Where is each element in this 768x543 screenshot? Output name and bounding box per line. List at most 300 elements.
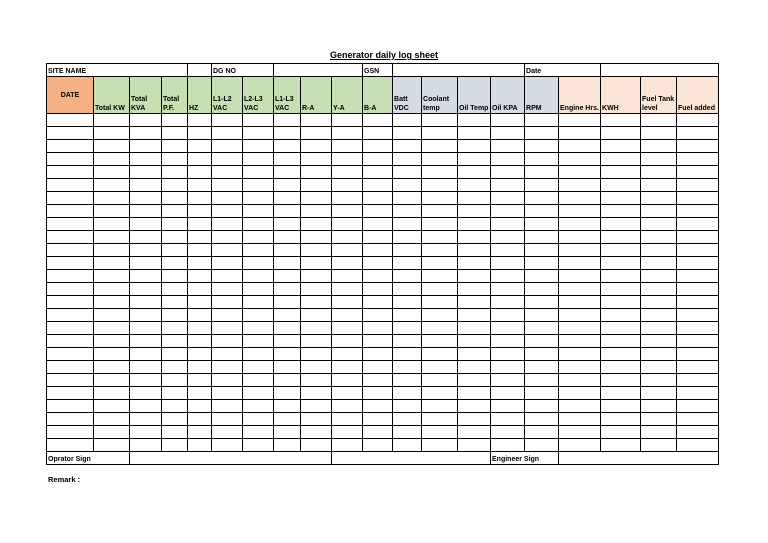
log-cell[interactable] — [47, 335, 94, 348]
log-cell[interactable] — [422, 439, 458, 452]
log-cell[interactable] — [393, 348, 422, 361]
log-cell[interactable] — [130, 400, 162, 413]
log-cell[interactable] — [188, 361, 212, 374]
log-cell[interactable] — [491, 231, 525, 244]
log-cell[interactable] — [363, 322, 393, 335]
engineer-sign-field[interactable] — [559, 452, 719, 465]
log-cell[interactable] — [677, 257, 719, 270]
log-cell[interactable] — [188, 257, 212, 270]
log-cell[interactable] — [274, 322, 301, 335]
log-cell[interactable] — [422, 127, 458, 140]
log-cell[interactable] — [601, 231, 641, 244]
log-cell[interactable] — [525, 257, 559, 270]
log-cell[interactable] — [94, 322, 130, 335]
log-cell[interactable] — [363, 439, 393, 452]
log-cell[interactable] — [274, 387, 301, 400]
log-cell[interactable] — [332, 153, 363, 166]
log-cell[interactable] — [212, 309, 243, 322]
log-cell[interactable] — [559, 335, 601, 348]
log-cell[interactable] — [491, 179, 525, 192]
log-cell[interactable] — [243, 218, 274, 231]
log-cell[interactable] — [458, 335, 491, 348]
log-cell[interactable] — [332, 244, 363, 257]
log-cell[interactable] — [212, 114, 243, 127]
log-cell[interactable] — [130, 361, 162, 374]
log-cell[interactable] — [491, 257, 525, 270]
log-cell[interactable] — [393, 231, 422, 244]
log-cell[interactable] — [393, 153, 422, 166]
log-cell[interactable] — [47, 179, 94, 192]
log-cell[interactable] — [274, 348, 301, 361]
log-cell[interactable] — [491, 205, 525, 218]
log-cell[interactable] — [212, 361, 243, 374]
log-cell[interactable] — [188, 231, 212, 244]
log-cell[interactable] — [130, 218, 162, 231]
log-cell[interactable] — [677, 153, 719, 166]
log-cell[interactable] — [162, 374, 188, 387]
log-cell[interactable] — [641, 400, 677, 413]
log-cell[interactable] — [212, 413, 243, 426]
log-cell[interactable] — [188, 166, 212, 179]
log-cell[interactable] — [677, 114, 719, 127]
log-cell[interactable] — [641, 361, 677, 374]
log-cell[interactable] — [47, 400, 94, 413]
log-cell[interactable] — [422, 361, 458, 374]
log-cell[interactable] — [559, 205, 601, 218]
log-cell[interactable] — [525, 192, 559, 205]
log-cell[interactable] — [363, 413, 393, 426]
log-cell[interactable] — [301, 413, 332, 426]
log-cell[interactable] — [491, 387, 525, 400]
log-cell[interactable] — [525, 309, 559, 322]
log-cell[interactable] — [47, 244, 94, 257]
log-cell[interactable] — [491, 296, 525, 309]
log-cell[interactable] — [162, 283, 188, 296]
log-cell[interactable] — [393, 400, 422, 413]
log-cell[interactable] — [243, 387, 274, 400]
log-cell[interactable] — [188, 348, 212, 361]
log-cell[interactable] — [525, 153, 559, 166]
log-cell[interactable] — [243, 114, 274, 127]
log-cell[interactable] — [458, 257, 491, 270]
log-cell[interactable] — [162, 361, 188, 374]
log-cell[interactable] — [301, 140, 332, 153]
log-cell[interactable] — [162, 205, 188, 218]
log-cell[interactable] — [47, 205, 94, 218]
log-cell[interactable] — [212, 322, 243, 335]
log-cell[interactable] — [677, 244, 719, 257]
log-cell[interactable] — [363, 166, 393, 179]
log-cell[interactable] — [677, 192, 719, 205]
log-cell[interactable] — [559, 400, 601, 413]
log-cell[interactable] — [525, 335, 559, 348]
log-cell[interactable] — [188, 140, 212, 153]
log-cell[interactable] — [301, 322, 332, 335]
log-cell[interactable] — [188, 179, 212, 192]
log-cell[interactable] — [525, 166, 559, 179]
log-cell[interactable] — [130, 153, 162, 166]
log-cell[interactable] — [601, 309, 641, 322]
log-cell[interactable] — [274, 361, 301, 374]
log-cell[interactable] — [274, 153, 301, 166]
log-cell[interactable] — [363, 231, 393, 244]
log-cell[interactable] — [559, 244, 601, 257]
log-cell[interactable] — [130, 179, 162, 192]
log-cell[interactable] — [601, 205, 641, 218]
log-cell[interactable] — [458, 283, 491, 296]
log-cell[interactable] — [363, 335, 393, 348]
log-cell[interactable] — [422, 348, 458, 361]
log-cell[interactable] — [393, 322, 422, 335]
log-cell[interactable] — [332, 387, 363, 400]
log-cell[interactable] — [243, 205, 274, 218]
log-cell[interactable] — [274, 127, 301, 140]
log-cell[interactable] — [243, 127, 274, 140]
log-cell[interactable] — [212, 257, 243, 270]
log-cell[interactable] — [601, 218, 641, 231]
log-cell[interactable] — [162, 322, 188, 335]
log-cell[interactable] — [47, 127, 94, 140]
log-cell[interactable] — [47, 439, 94, 452]
log-cell[interactable] — [458, 439, 491, 452]
log-cell[interactable] — [130, 231, 162, 244]
log-cell[interactable] — [243, 179, 274, 192]
log-cell[interactable] — [130, 257, 162, 270]
log-cell[interactable] — [162, 244, 188, 257]
log-cell[interactable] — [641, 309, 677, 322]
log-cell[interactable] — [559, 218, 601, 231]
log-cell[interactable] — [243, 257, 274, 270]
log-cell[interactable] — [525, 361, 559, 374]
log-cell[interactable] — [363, 426, 393, 439]
log-cell[interactable] — [94, 348, 130, 361]
dg-no-value[interactable] — [274, 64, 363, 77]
log-cell[interactable] — [243, 166, 274, 179]
log-cell[interactable] — [130, 335, 162, 348]
log-cell[interactable] — [559, 192, 601, 205]
log-cell[interactable] — [491, 335, 525, 348]
log-cell[interactable] — [559, 153, 601, 166]
log-cell[interactable] — [94, 335, 130, 348]
log-cell[interactable] — [601, 283, 641, 296]
log-cell[interactable] — [458, 231, 491, 244]
log-cell[interactable] — [94, 270, 130, 283]
log-cell[interactable] — [130, 413, 162, 426]
log-cell[interactable] — [559, 283, 601, 296]
log-cell[interactable] — [363, 192, 393, 205]
log-cell[interactable] — [677, 361, 719, 374]
log-cell[interactable] — [301, 244, 332, 257]
log-cell[interactable] — [130, 140, 162, 153]
log-cell[interactable] — [243, 400, 274, 413]
log-cell[interactable] — [47, 374, 94, 387]
log-cell[interactable] — [188, 374, 212, 387]
log-cell[interactable] — [393, 205, 422, 218]
log-cell[interactable] — [525, 205, 559, 218]
log-cell[interactable] — [641, 231, 677, 244]
log-cell[interactable] — [130, 439, 162, 452]
log-cell[interactable] — [422, 335, 458, 348]
log-cell[interactable] — [393, 270, 422, 283]
log-cell[interactable] — [301, 153, 332, 166]
log-cell[interactable] — [332, 192, 363, 205]
log-cell[interactable] — [677, 179, 719, 192]
log-cell[interactable] — [188, 296, 212, 309]
log-cell[interactable] — [332, 231, 363, 244]
log-cell[interactable] — [162, 387, 188, 400]
log-cell[interactable] — [301, 426, 332, 439]
log-cell[interactable] — [94, 257, 130, 270]
log-cell[interactable] — [677, 309, 719, 322]
log-cell[interactable] — [162, 179, 188, 192]
log-cell[interactable] — [212, 426, 243, 439]
log-cell[interactable] — [94, 283, 130, 296]
log-cell[interactable] — [677, 374, 719, 387]
log-cell[interactable] — [422, 322, 458, 335]
log-cell[interactable] — [641, 413, 677, 426]
log-cell[interactable] — [422, 114, 458, 127]
log-cell[interactable] — [47, 257, 94, 270]
log-cell[interactable] — [130, 205, 162, 218]
log-cell[interactable] — [332, 218, 363, 231]
log-cell[interactable] — [188, 244, 212, 257]
log-cell[interactable] — [458, 127, 491, 140]
log-cell[interactable] — [559, 413, 601, 426]
log-cell[interactable] — [94, 244, 130, 257]
log-cell[interactable] — [162, 166, 188, 179]
log-cell[interactable] — [274, 413, 301, 426]
log-cell[interactable] — [491, 283, 525, 296]
log-cell[interactable] — [458, 348, 491, 361]
log-cell[interactable] — [458, 244, 491, 257]
log-cell[interactable] — [491, 309, 525, 322]
log-cell[interactable] — [422, 426, 458, 439]
log-cell[interactable] — [422, 218, 458, 231]
log-cell[interactable] — [130, 387, 162, 400]
log-cell[interactable] — [491, 218, 525, 231]
log-cell[interactable] — [525, 231, 559, 244]
log-cell[interactable] — [601, 426, 641, 439]
log-cell[interactable] — [601, 413, 641, 426]
log-cell[interactable] — [243, 426, 274, 439]
log-cell[interactable] — [677, 439, 719, 452]
log-cell[interactable] — [525, 127, 559, 140]
log-cell[interactable] — [188, 413, 212, 426]
log-cell[interactable] — [677, 283, 719, 296]
log-cell[interactable] — [525, 400, 559, 413]
log-cell[interactable] — [641, 322, 677, 335]
log-cell[interactable] — [130, 192, 162, 205]
log-cell[interactable] — [363, 296, 393, 309]
log-cell[interactable] — [94, 153, 130, 166]
log-cell[interactable] — [94, 127, 130, 140]
log-cell[interactable] — [677, 127, 719, 140]
log-cell[interactable] — [363, 205, 393, 218]
log-cell[interactable] — [458, 400, 491, 413]
log-cell[interactable] — [301, 114, 332, 127]
log-cell[interactable] — [641, 270, 677, 283]
log-cell[interactable] — [243, 413, 274, 426]
log-cell[interactable] — [243, 140, 274, 153]
log-cell[interactable] — [274, 114, 301, 127]
log-cell[interactable] — [162, 231, 188, 244]
log-cell[interactable] — [332, 335, 363, 348]
log-cell[interactable] — [188, 426, 212, 439]
log-cell[interactable] — [641, 114, 677, 127]
log-cell[interactable] — [188, 335, 212, 348]
log-cell[interactable] — [47, 192, 94, 205]
log-cell[interactable] — [188, 283, 212, 296]
log-cell[interactable] — [491, 426, 525, 439]
log-cell[interactable] — [491, 413, 525, 426]
log-cell[interactable] — [393, 283, 422, 296]
log-cell[interactable] — [559, 257, 601, 270]
log-cell[interactable] — [601, 257, 641, 270]
log-cell[interactable] — [641, 335, 677, 348]
log-cell[interactable] — [677, 270, 719, 283]
log-cell[interactable] — [130, 426, 162, 439]
log-cell[interactable] — [94, 179, 130, 192]
log-cell[interactable] — [559, 322, 601, 335]
log-cell[interactable] — [393, 374, 422, 387]
log-cell[interactable] — [363, 348, 393, 361]
log-cell[interactable] — [332, 348, 363, 361]
log-cell[interactable] — [130, 283, 162, 296]
log-cell[interactable] — [332, 205, 363, 218]
log-cell[interactable] — [162, 218, 188, 231]
log-cell[interactable] — [491, 374, 525, 387]
log-cell[interactable] — [559, 270, 601, 283]
log-cell[interactable] — [422, 205, 458, 218]
log-cell[interactable] — [422, 413, 458, 426]
log-cell[interactable] — [393, 244, 422, 257]
log-cell[interactable] — [422, 166, 458, 179]
log-cell[interactable] — [301, 439, 332, 452]
log-cell[interactable] — [393, 218, 422, 231]
log-cell[interactable] — [212, 205, 243, 218]
log-cell[interactable] — [559, 296, 601, 309]
log-cell[interactable] — [525, 296, 559, 309]
log-cell[interactable] — [301, 296, 332, 309]
log-cell[interactable] — [393, 140, 422, 153]
log-cell[interactable] — [601, 387, 641, 400]
log-cell[interactable] — [47, 322, 94, 335]
log-cell[interactable] — [301, 309, 332, 322]
log-cell[interactable] — [162, 309, 188, 322]
log-cell[interactable] — [188, 387, 212, 400]
log-cell[interactable] — [363, 270, 393, 283]
log-cell[interactable] — [47, 426, 94, 439]
log-cell[interactable] — [363, 153, 393, 166]
log-cell[interactable] — [94, 309, 130, 322]
log-cell[interactable] — [243, 309, 274, 322]
log-cell[interactable] — [525, 218, 559, 231]
log-cell[interactable] — [641, 348, 677, 361]
log-cell[interactable] — [188, 309, 212, 322]
log-cell[interactable] — [559, 426, 601, 439]
log-cell[interactable] — [641, 218, 677, 231]
log-cell[interactable] — [525, 439, 559, 452]
log-cell[interactable] — [301, 335, 332, 348]
log-cell[interactable] — [243, 296, 274, 309]
log-cell[interactable] — [677, 348, 719, 361]
log-cell[interactable] — [601, 114, 641, 127]
log-cell[interactable] — [274, 296, 301, 309]
log-cell[interactable] — [559, 114, 601, 127]
log-cell[interactable] — [188, 439, 212, 452]
log-cell[interactable] — [47, 296, 94, 309]
log-cell[interactable] — [491, 153, 525, 166]
log-cell[interactable] — [601, 166, 641, 179]
log-cell[interactable] — [162, 153, 188, 166]
log-cell[interactable] — [641, 166, 677, 179]
log-cell[interactable] — [491, 192, 525, 205]
log-cell[interactable] — [458, 205, 491, 218]
log-cell[interactable] — [212, 192, 243, 205]
log-cell[interactable] — [162, 439, 188, 452]
log-cell[interactable] — [393, 179, 422, 192]
log-cell[interactable] — [47, 218, 94, 231]
log-cell[interactable] — [243, 244, 274, 257]
log-cell[interactable] — [212, 140, 243, 153]
log-cell[interactable] — [641, 257, 677, 270]
log-cell[interactable] — [301, 361, 332, 374]
log-cell[interactable] — [301, 348, 332, 361]
log-cell[interactable] — [130, 166, 162, 179]
log-cell[interactable] — [458, 387, 491, 400]
log-cell[interactable] — [559, 374, 601, 387]
log-cell[interactable] — [525, 114, 559, 127]
log-cell[interactable] — [243, 192, 274, 205]
log-cell[interactable] — [212, 127, 243, 140]
log-cell[interactable] — [458, 426, 491, 439]
site-name-value[interactable] — [188, 64, 212, 77]
log-cell[interactable] — [47, 361, 94, 374]
log-cell[interactable] — [491, 322, 525, 335]
log-cell[interactable] — [243, 231, 274, 244]
log-cell[interactable] — [301, 257, 332, 270]
log-cell[interactable] — [677, 426, 719, 439]
log-cell[interactable] — [274, 218, 301, 231]
log-cell[interactable] — [641, 439, 677, 452]
log-cell[interactable] — [301, 192, 332, 205]
log-cell[interactable] — [559, 179, 601, 192]
log-cell[interactable] — [274, 400, 301, 413]
log-cell[interactable] — [47, 114, 94, 127]
log-cell[interactable] — [274, 270, 301, 283]
log-cell[interactable] — [422, 309, 458, 322]
log-cell[interactable] — [188, 192, 212, 205]
log-cell[interactable] — [212, 374, 243, 387]
log-cell[interactable] — [641, 296, 677, 309]
log-cell[interactable] — [491, 348, 525, 361]
log-cell[interactable] — [458, 270, 491, 283]
log-cell[interactable] — [491, 114, 525, 127]
log-cell[interactable] — [641, 283, 677, 296]
log-cell[interactable] — [601, 439, 641, 452]
log-cell[interactable] — [641, 244, 677, 257]
log-cell[interactable] — [458, 309, 491, 322]
log-cell[interactable] — [491, 439, 525, 452]
log-cell[interactable] — [677, 140, 719, 153]
log-cell[interactable] — [162, 400, 188, 413]
log-cell[interactable] — [393, 192, 422, 205]
log-cell[interactable] — [422, 257, 458, 270]
gsn-value[interactable] — [393, 64, 525, 77]
log-cell[interactable] — [47, 166, 94, 179]
log-cell[interactable] — [162, 192, 188, 205]
log-cell[interactable] — [641, 192, 677, 205]
